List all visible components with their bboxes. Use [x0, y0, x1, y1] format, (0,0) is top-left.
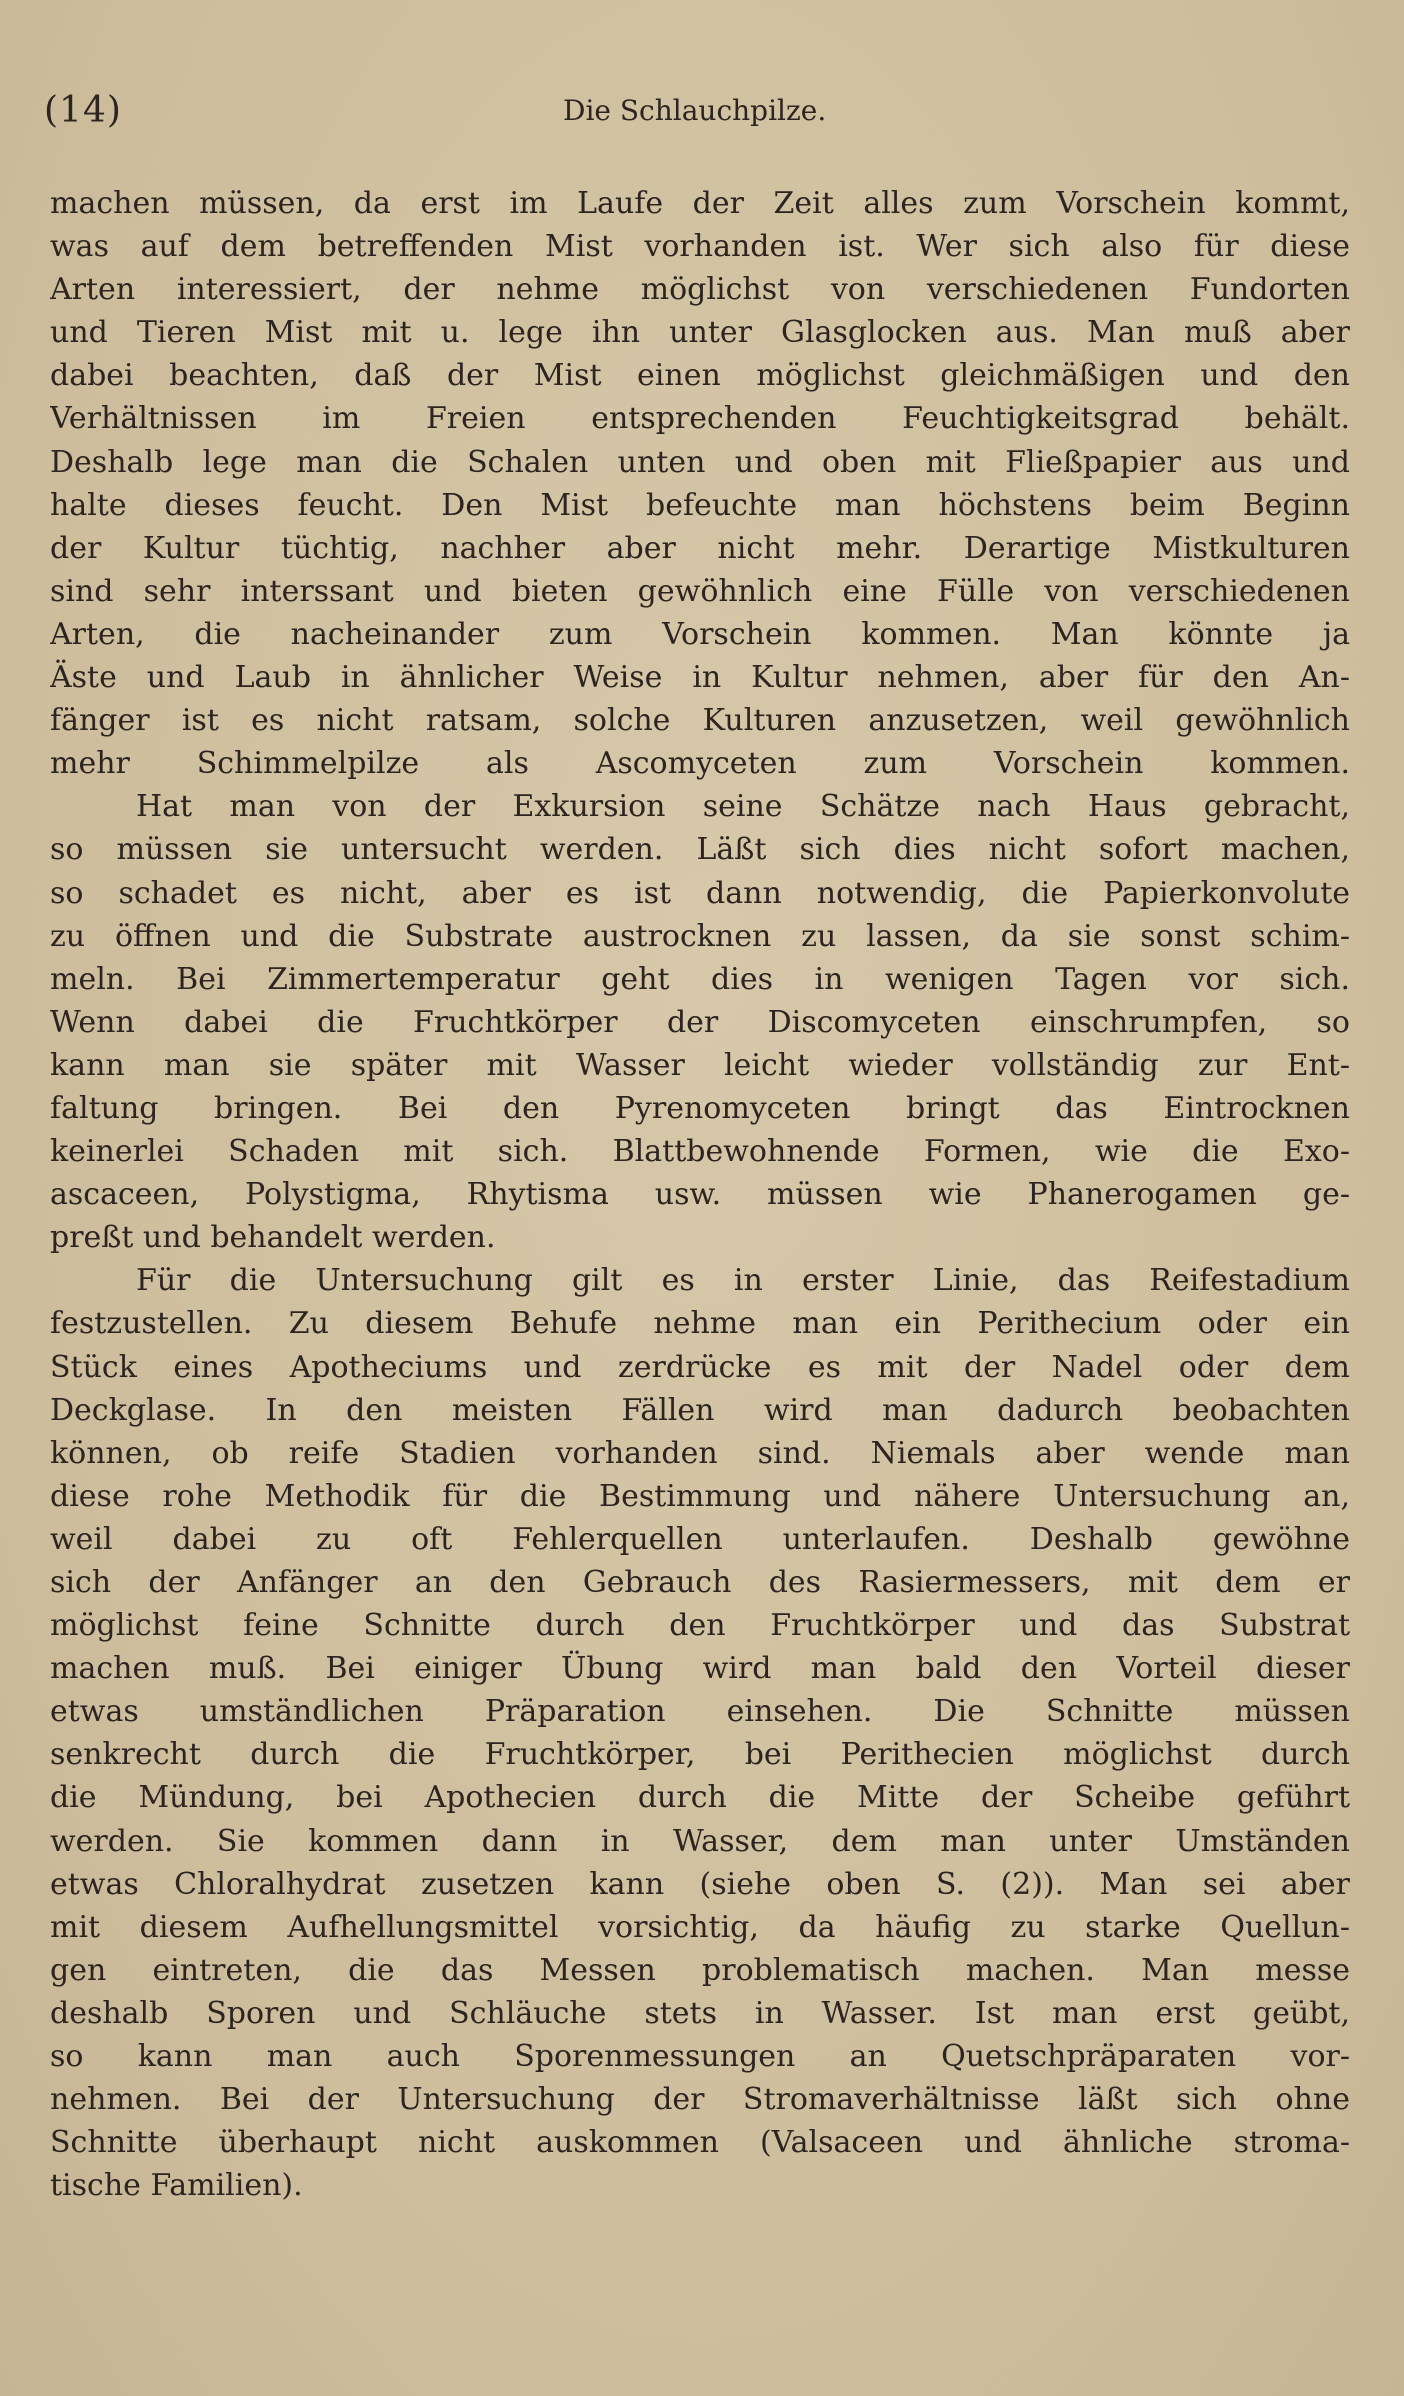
text-line: sich der Anfänger an den Gebrauch des Rasiermessers, mit dem er	[50, 1565, 1350, 1600]
text-line: Deckglase. In den meisten Fällen wird man dadurch beobachten	[50, 1392, 1350, 1428]
text-line: Deshalb lege man die Schalen unten und oben mit Fließpapier aus und	[50, 444, 1350, 480]
text-line: etwas umständlichen Präparation einsehen. Die Schnitte müssen	[50, 1694, 1350, 1730]
paragraph-last-line: preßt und behandelt werden.	[50, 1220, 496, 1256]
text-line: fänger ist es nicht ratsam, solche Kulturen anzusetzen, weil gewöhnlich	[50, 703, 1350, 739]
text-line: Äste und Laub in ähnlicher Weise in Kultur nehmen, aber für den An-	[50, 660, 1350, 696]
text-line: der Kultur tüchtig, nachher aber nicht mehr. Derartige Mistkulturen	[50, 530, 1350, 566]
text-line: die Mündung, bei Apothecien durch die Mitte der Scheibe geführt	[50, 1780, 1350, 1816]
text-line: so schadet es nicht, aber es ist dann notwendig, die Papierkonvolute	[50, 875, 1350, 911]
text-line: Stück eines Apotheciums und zerdrücke es mit der Nadel oder dem	[50, 1349, 1350, 1385]
text-line: senkrecht durch die Fruchtkörper, bei Perithecien möglichst durch	[50, 1737, 1350, 1773]
text-line: deshalb Sporen und Schläuche stets in Wasser. Ist man erst geübt,	[50, 1995, 1350, 2031]
text-line: machen muß. Bei einiger Übung wird man bald den Vorteil dieser	[50, 1651, 1350, 1687]
text-line: was auf dem betreffenden Mist vorhanden ist. Wer sich also für diese	[50, 229, 1350, 265]
text-line: mit diesem Aufhellungsmittel vorsichtig, da häufig zu starke Quellun-	[50, 1909, 1350, 1945]
paragraph-last-line: tische Familien).	[50, 2168, 303, 2204]
text-line: dabei beachten, daß der Mist einen möglichst gleichmäßigen und den	[50, 358, 1350, 394]
text-line: faltung bringen. Bei den Pyrenomyceten bringt das Eintrocknen	[50, 1090, 1350, 1126]
text-line: diese rohe Methodik für die Bestimmung und nähere Untersuchung an,	[50, 1478, 1350, 1514]
text-line: Arten, die nacheinander zum Vorschein kommen. Man könnte ja	[50, 616, 1350, 652]
text-line: Arten interessiert, der nehme möglichst von verschiedenen Fundorten	[50, 272, 1350, 308]
text-line: Schnitte überhaupt nicht auskommen (Valsaceen und ähnliche stroma-	[50, 2125, 1350, 2161]
text-line: sind sehr interssant und bieten gewöhnlich eine Fülle von verschiedenen	[50, 573, 1350, 609]
text-line: weil dabei zu oft Fehlerquellen unterlaufen. Deshalb gewöhne	[50, 1521, 1350, 1557]
paragraph-first-line: Für die Untersuchung gilt es in erster Linie, das Reifestadium	[136, 1263, 1350, 1299]
text-line: halte dieses feucht. Den Mist befeuchte man höchstens beim Beginn	[50, 487, 1350, 523]
text-line: Verhältnissen im Freien entsprechenden Feuchtigkeitsgrad behält.	[50, 401, 1350, 437]
text-line: Wenn dabei die Fruchtkörper der Discomyceten einschrumpfen, so	[50, 1004, 1350, 1040]
text-line: nehmen. Bei der Untersuchung der Stromaverhältnisse läßt sich ohne	[50, 2082, 1350, 2118]
text-line: ascaceen, Polystigma, Rhytisma usw. müssen wie Phanerogamen ge-	[50, 1177, 1350, 1213]
text-line: zu öffnen und die Substrate austrocknen zu lassen, da sie sonst schim-	[50, 918, 1350, 954]
running-title: Die Schlauchpilze.	[563, 94, 827, 127]
text-line: meln. Bei Zimmertemperatur geht dies in wenigen Tagen vor sich.	[50, 961, 1350, 997]
text-line: machen müssen, da erst im Laufe der Zeit alles zum Vorschein kommt,	[50, 186, 1350, 221]
text-line: keinerlei Schaden mit sich. Blattbewohnende Formen, wie die Exo-	[50, 1134, 1350, 1170]
text-line: etwas Chloralhydrat zusetzen kann (siehe oben S. (2)). Man sei aber	[50, 1866, 1350, 1902]
text-line: festzustellen. Zu diesem Behufe nehme man ein Perithecium oder ein	[50, 1306, 1350, 1342]
text-line: kann man sie später mit Wasser leicht wieder vollständig zur Ent-	[50, 1047, 1350, 1083]
page-header	[44, 90, 1344, 138]
text-line: möglichst feine Schnitte durch den Fruchtkörper und das Substrat	[50, 1608, 1350, 1644]
text-line: und Tieren Mist mit u. lege ihn unter Glasglocken aus. Man muß aber	[50, 315, 1350, 351]
body-text	[50, 182, 1350, 2207]
paragraph-first-line: Hat man von der Exkursion seine Schätze nach Haus gebracht,	[136, 789, 1350, 825]
text-line: gen eintreten, die das Messen problematisch machen. Man messe	[50, 1952, 1350, 1988]
text-line: werden. Sie kommen dann in Wasser, dem man unter Umständen	[50, 1823, 1350, 1859]
page-number: (14)	[44, 90, 122, 131]
text-line: so kann man auch Sporenmessungen an Quetschpräparaten vor-	[50, 2039, 1350, 2075]
text-line: können, ob reife Stadien vorhanden sind. Niemals aber wende man	[50, 1435, 1350, 1471]
text-line: mehr Schimmelpilze als Ascomyceten zum Vorschein kommen.	[50, 746, 1350, 782]
text-line: so müssen sie untersucht werden. Läßt sich dies nicht sofort machen,	[50, 832, 1350, 868]
